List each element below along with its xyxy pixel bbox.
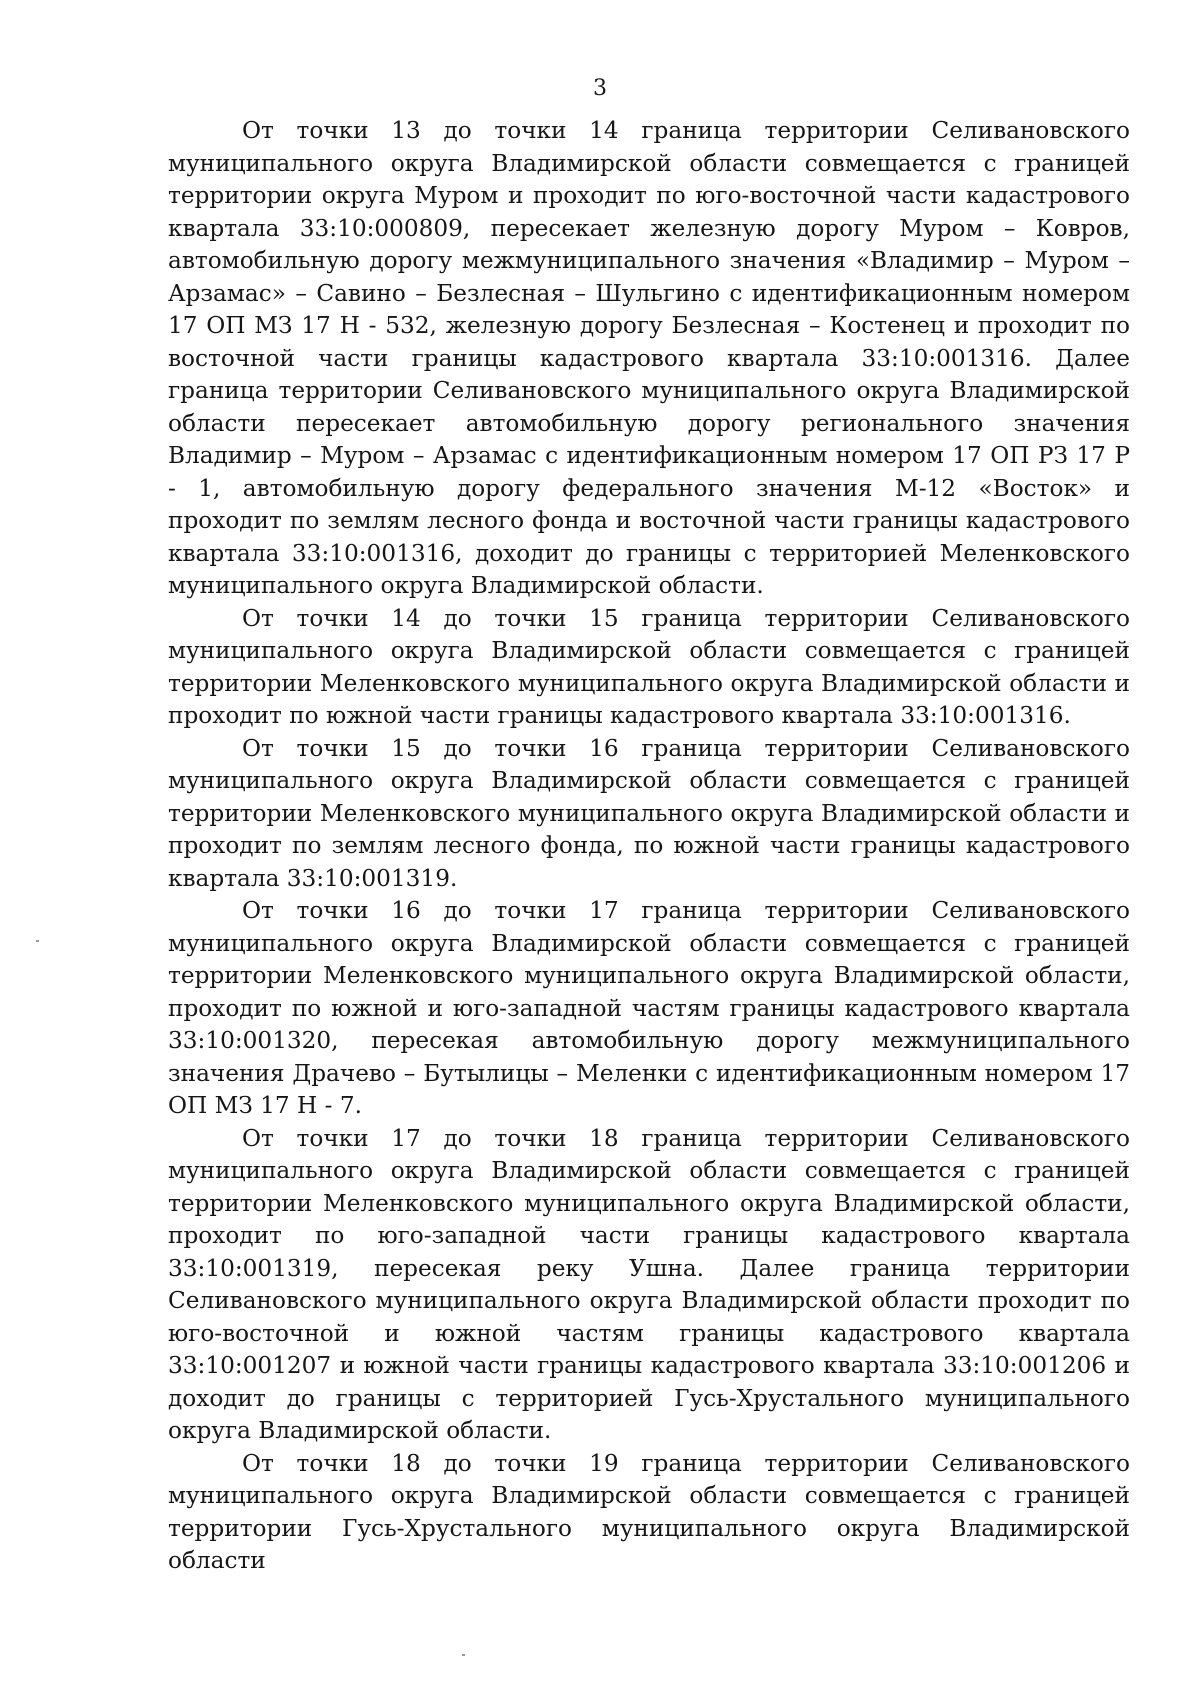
paragraph: От точки 18 до точки 19 граница территории Селивановского муниципального округа Владимирской области совмещается с границей территории Гусь-Хрустального муниципального округа Владимирской области bbox=[168, 1449, 1130, 1574]
document-body bbox=[168, 115, 1130, 1578]
paragraph: От точки 13 до точки 14 граница территории Селивановского муниципального округа Владимирской области совмещается с границей территории округа Муром и проходит по юго-восточной части кадастрового квартала 33:10:000809, пересекает железную дорогу Муром – Ковров, автомобильную дорогу межмуниципального значения «Владимир – Муром – Арзамас» – Савино – Безлесная – Шульгино с идентификационным номером 17 ОП МЗ 17 Н - 532, железную дорогу Безлесная – Костенец и проходит по восточной части границы кадастрового квартала 33:10:001316. Далее граница территории Селивановского муниципального округа Владимирской области пересекает автомобильную дорогу регионального значения Владимир – Муром – Арзамас с идентификационным номером 17 ОП РЗ 17 Р - 1, автомобильную дорогу федерального значения М-12 «Восток» и проходит по землям лесного фонда и восточной части границы кадастрового квартала 33:10:001316, доходит до границы с территорией Меленковского муниципального округа Владимирской области. bbox=[168, 117, 1130, 599]
paragraph: От точки 15 до точки 16 граница территории Селивановского муниципального округа Владимирской области совмещается с границей территории Меленковского муниципального округа Владимирской области и проходит по землям лесного фонда, по южной части границы кадастрового квартала 33:10:001319. bbox=[168, 734, 1130, 892]
paragraph: От точки 17 до точки 18 граница территории Селивановского муниципального округа Владимирской области совмещается с границей территории Меленковского муниципального округа Владимирской области, проходит по юго-западной части границы кадастрового квартала 33:10:001319, пересекая реку Ушна. Далее граница территории Селивановского муниципального округа Владимирской области проходит по юго-восточной и южной частям границы кадастрового квартала 33:10:001207 и южной части границы кадастрового квартала 33:10:001206 и доходит до границы с территорией Гусь-Хрустального муниципального округа Владимирской области. bbox=[168, 1124, 1130, 1444]
scan-speck bbox=[36, 940, 39, 942]
paragraph: От точки 14 до точки 15 граница территории Селивановского муниципального округа Владимирской области совмещается с границей территории Меленковского муниципального округа Владимирской области и проходит по южной части границы кадастрового квартала 33:10:001316. bbox=[168, 604, 1130, 729]
paragraph: От точки 16 до точки 17 граница территории Селивановского муниципального округа Владимирской области совмещается с границей территории Меленковского муниципального округа Владимирской области, проходит по южной и юго-западной частям границы кадастрового квартала 33:10:001320, пересекая автомобильную дорогу межмуниципального значения Драчево – Бутылицы – Меленки с идентификационным номером 17 ОП МЗ 17 Н - 7. bbox=[168, 897, 1130, 1119]
scan-speck bbox=[462, 1654, 465, 1656]
page-number: 3 bbox=[593, 76, 607, 101]
